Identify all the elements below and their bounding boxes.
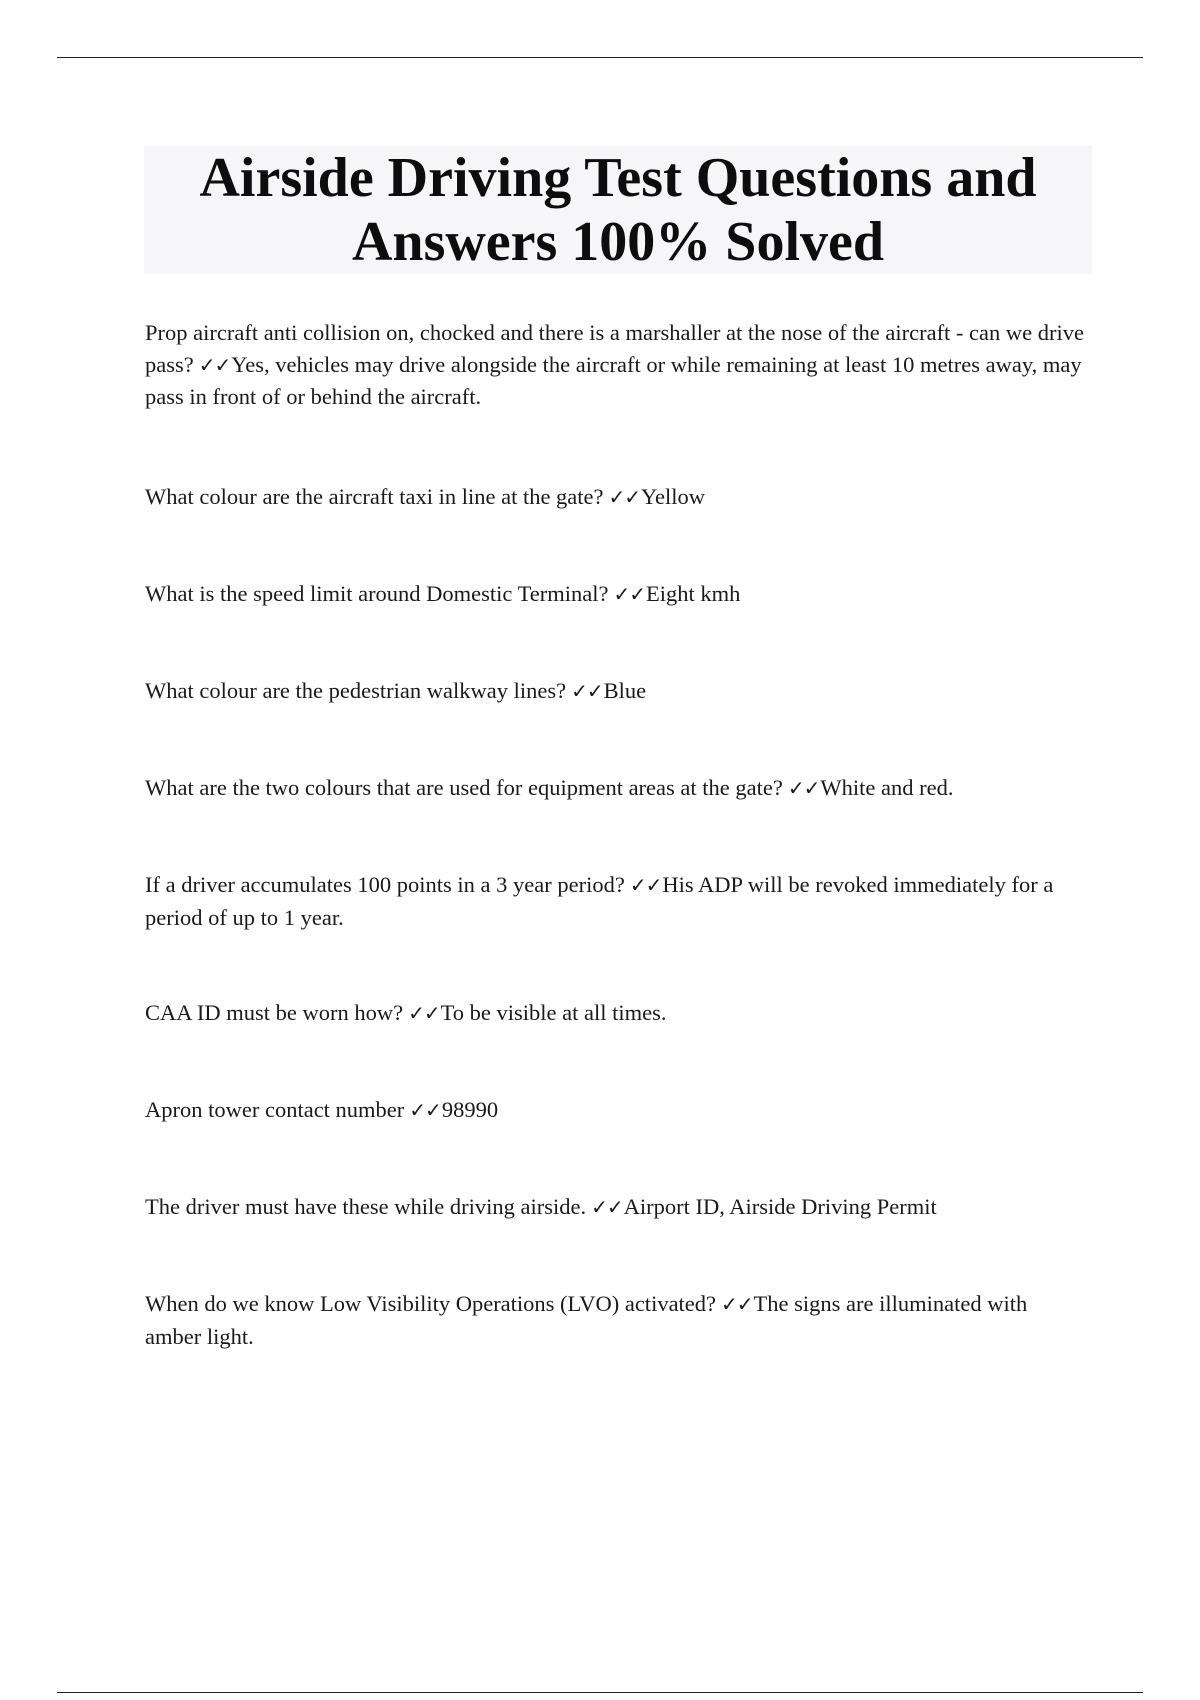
double-check-icon: ✓✓: [787, 776, 820, 800]
question-text: If a driver accumulates 100 points in a 3 year period?: [145, 872, 625, 897]
qa-item: [145, 772, 1085, 805]
question-text: CAA ID must be worn how?: [145, 1000, 404, 1025]
qa-item: [145, 1288, 1085, 1352]
double-check-icon: ✓✓: [408, 1001, 440, 1025]
qa-item: [145, 869, 1085, 933]
title-banner: [144, 146, 1092, 274]
answer-text: Yes, vehicles may drive alongside the aircraft or while remaining at least 10 metres away, may pass in front of or behind the aircraft.: [145, 351, 1082, 409]
answer-text: Airport ID, Airside Driving Permit: [623, 1194, 937, 1219]
qa-item: [145, 317, 1085, 413]
double-check-icon: ✓✓: [613, 582, 646, 606]
answer-text: To be visible at all times.: [440, 1000, 667, 1025]
double-check-icon: ✓✓: [198, 352, 231, 377]
double-check-icon: ✓✓: [629, 873, 662, 897]
answer-text: His ADP will be revoked immediately for a period of up to 1 year.: [145, 872, 1054, 930]
double-check-icon: ✓✓: [409, 1098, 441, 1122]
question-text: The driver must have these while driving airside.: [145, 1194, 587, 1219]
qa-item: [145, 1094, 1085, 1127]
qa-item: [145, 997, 1085, 1030]
qa-item: [145, 675, 1085, 708]
question-text: What are the two colours that are used for equipment areas at the gate?: [145, 775, 783, 800]
question-text: Apron tower contact number: [145, 1097, 405, 1122]
answer-text: 98990: [441, 1097, 499, 1122]
double-check-icon: ✓✓: [591, 1195, 623, 1219]
answer-text: The signs are illuminated with amber light.: [145, 1291, 1028, 1349]
double-check-icon: ✓✓: [721, 1292, 753, 1316]
footer-rule: [57, 1692, 1143, 1693]
answer-text: Yellow: [641, 484, 706, 509]
qa-item: [145, 481, 1085, 514]
header-rule: [57, 57, 1143, 58]
question-text: Prop aircraft anti collision on, chocked and there is a marshaller at the nose of the aircraft - can we drive pass?: [145, 320, 1084, 377]
answer-text: Blue: [603, 678, 647, 703]
question-text: What colour are the aircraft taxi in line at the gate?: [145, 484, 604, 509]
question-text: What is the speed limit around Domestic Terminal?: [145, 581, 609, 606]
document-title: Airside Driving Test Questions and Answers 100% Solved: [199, 147, 1037, 273]
double-check-icon: ✓✓: [608, 485, 641, 509]
question-text: What colour are the pedestrian walkway lines?: [145, 678, 567, 703]
answer-text: White and red.: [820, 775, 954, 800]
qa-item: [145, 578, 1085, 611]
answer-text: Eight kmh: [646, 581, 741, 606]
qa-item: [145, 1191, 1085, 1224]
double-check-icon: ✓✓: [571, 679, 603, 703]
question-text: When do we know Low Visibility Operations (LVO) activated?: [145, 1291, 717, 1316]
